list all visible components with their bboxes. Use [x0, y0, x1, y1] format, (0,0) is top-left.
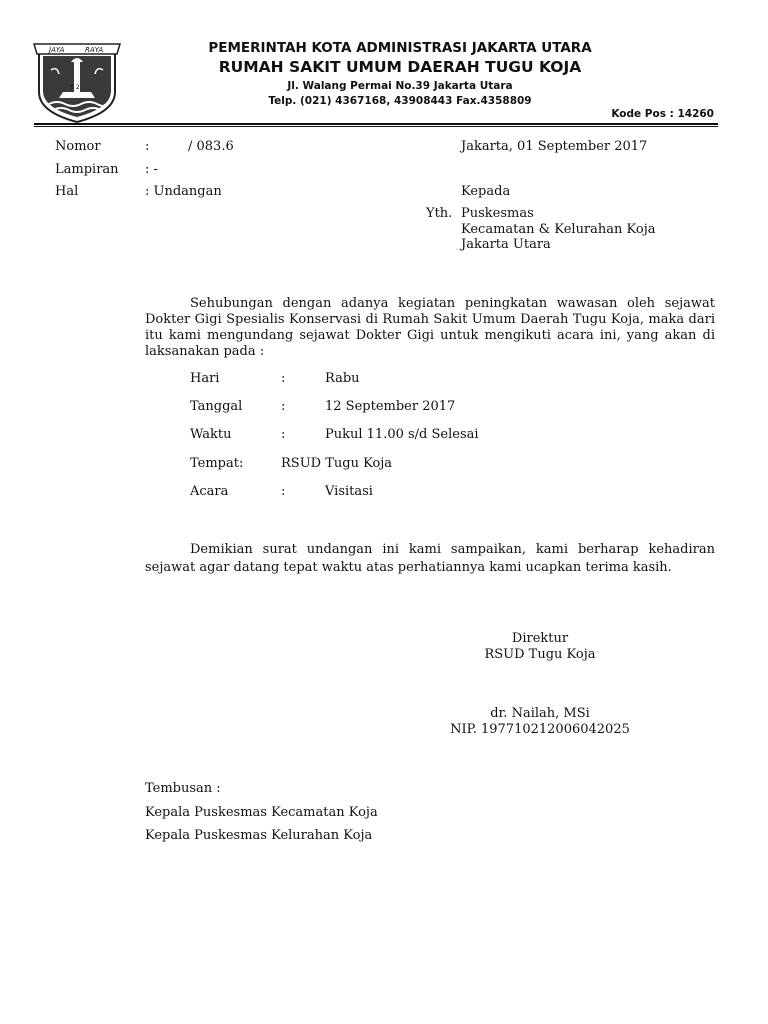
event-colon-tanggal: : [281, 399, 286, 414]
hospital-name: RUMAH SAKIT UMUM DAERAH TUGU KOJA [218, 58, 582, 76]
recipient-kepada: Kepada [461, 184, 511, 199]
signature-name: dr. Nailah, MSi [490, 706, 590, 721]
signature-title: Direktur [511, 631, 569, 646]
recipient-line-3: Jakarta Utara [461, 237, 551, 252]
letterhead-divider [34, 123, 718, 125]
hospital-address: Jl. Walang Permai No.39 Jakarta Utara [287, 80, 513, 92]
logo-banner-left: JAYA [49, 46, 65, 54]
jakarta-emblem-logo [33, 40, 121, 124]
event-colon-waktu: : [281, 427, 286, 442]
event-value-waktu: Pukul 11.00 s/d Selesai [325, 427, 479, 442]
letterhead-divider-thin [34, 126, 718, 127]
hospital-phone: Telp. (021) 4367168, 43908443 Fax.4358809 [268, 95, 532, 107]
event-label-waktu: Waktu [190, 427, 232, 442]
recipient-line-1: Puskesmas [461, 206, 534, 221]
event-label-tanggal: Tanggal [190, 399, 243, 414]
logo-banner-right: RAYA [85, 46, 104, 54]
signature-institution: RSUD Tugu Koja [484, 647, 596, 662]
event-value-acara: Visitasi [325, 484, 373, 499]
recipient-line-2: Kecamatan & Kelurahan Koja [461, 222, 656, 237]
event-value-tempat: RSUD Tugu Koja [281, 456, 393, 471]
closing-paragraph: Demikian surat undangan ini kami sampaikan, kami berharap kehadiran sejawat agar datang tepat waktu atas perhatiannya kami ucapkan terima kasih. [145, 542, 715, 575]
event-label-hari: Hari [190, 371, 220, 386]
hal-value: : Undangan [145, 184, 222, 199]
signature-nip: NIP. 197710212006042025 [450, 722, 630, 737]
opening-paragraph: Sehubungan dengan adanya kegiatan peningkatan wawasan oleh sejawat Dokter Gigi Spesialis Konservasi di Rumah Sakit Umum Daerah Tugu Koja, maka dari itu kami mengundang sejawat Dokter Gigi untuk mengikuti acara ini, yang akan di laksanakan pada : [145, 296, 715, 359]
event-colon-hari: : [281, 371, 286, 386]
event-value-hari: Rabu [325, 371, 360, 386]
tembusan-item: Kepala Puskesmas Kelurahan Koja [145, 828, 373, 843]
letter-date: Jakarta, 01 September 2017 [461, 139, 648, 154]
recipient-yth: Yth. [426, 206, 453, 221]
event-value-tanggal: 12 September 2017 [325, 399, 456, 414]
logo-emblem-text: S 2 [70, 84, 80, 91]
tembusan-label: Tembusan : [145, 781, 221, 796]
event-colon-acara: : [281, 484, 286, 499]
nomor-label: Nomor [55, 139, 101, 154]
postal-code: Kode Pos : 14260 [611, 108, 714, 120]
hal-label: Hal [55, 184, 79, 199]
nomor-value: / 083.6 [188, 139, 234, 154]
lampiran-value: : - [145, 162, 158, 177]
government-name: PEMERINTAH KOTA ADMINISTRASI JAKARTA UTARA [208, 40, 592, 56]
nomor-colon: : [145, 139, 150, 154]
tembusan-item: Kepala Puskesmas Kecamatan Koja [145, 805, 378, 820]
event-label-acara: Acara [190, 484, 229, 499]
lampiran-label: Lampiran [55, 162, 119, 177]
event-label-tempat: Tempat: [190, 456, 244, 471]
